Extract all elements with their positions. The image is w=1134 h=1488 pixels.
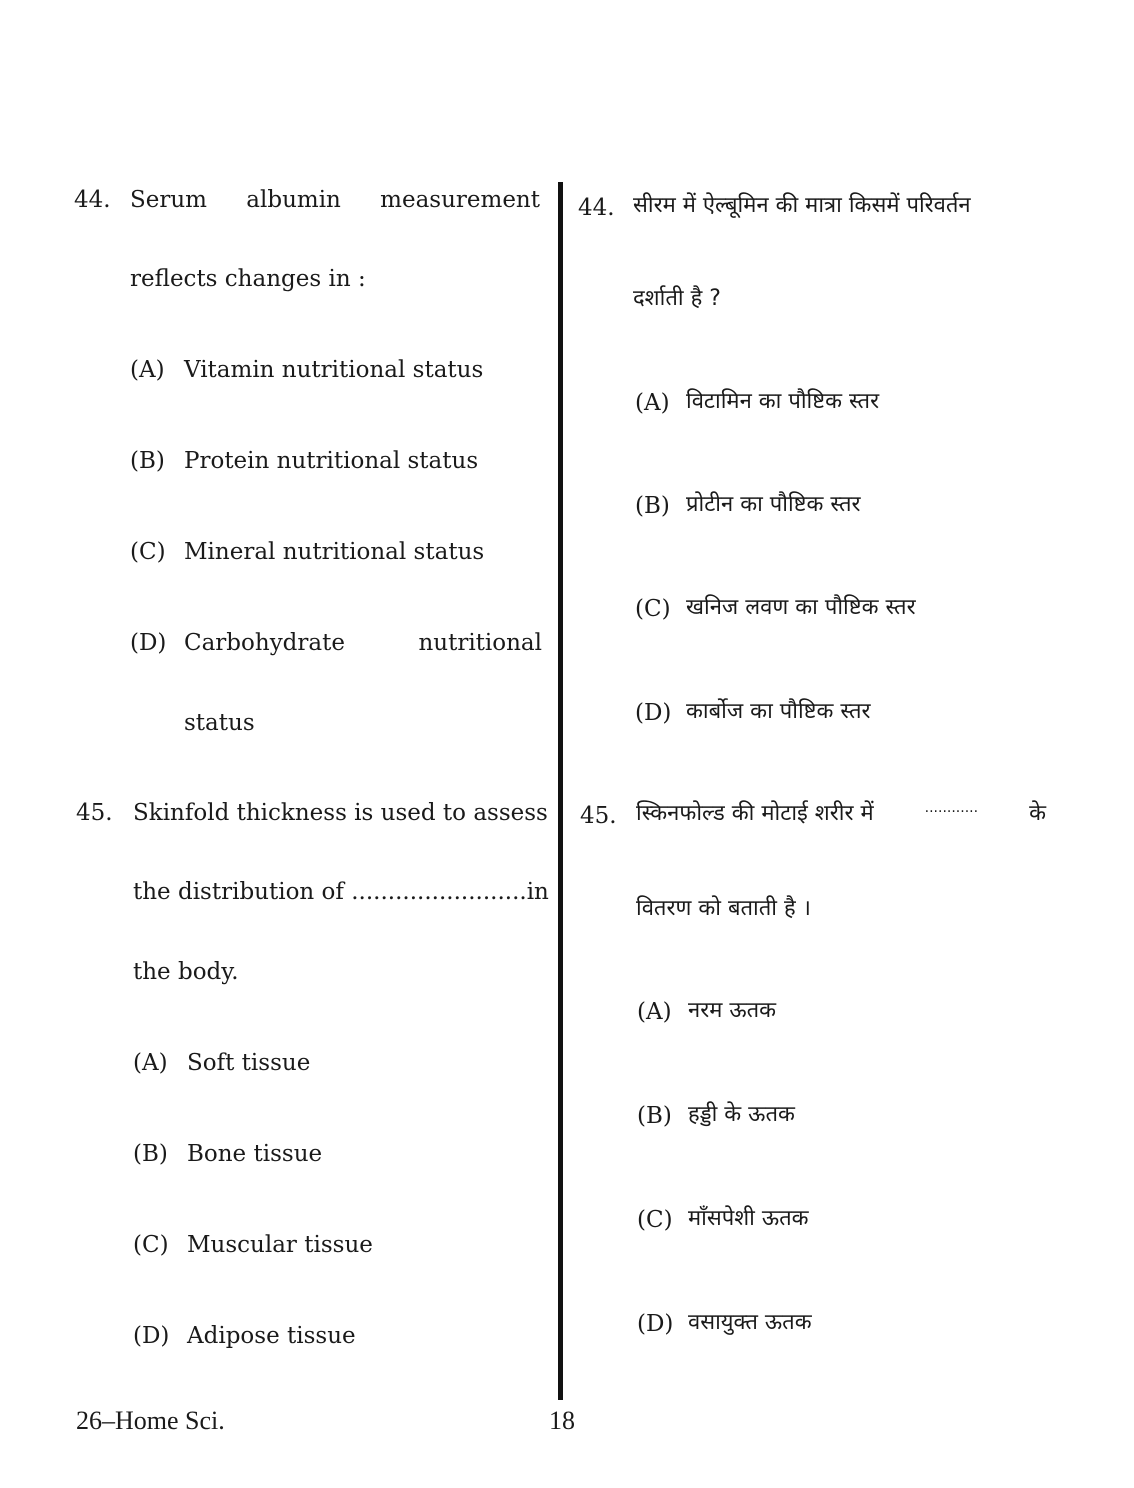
question-stem-line: the body. — [133, 959, 239, 985]
question-stem-line — [133, 879, 549, 905]
option-text: Mineral nutritional status — [184, 539, 485, 565]
option-label: (B) — [130, 448, 165, 474]
option-text: Protein nutritional status — [184, 448, 479, 474]
option-text: Muscular tissue — [187, 1232, 373, 1258]
option-text: Adipose tissue — [187, 1323, 356, 1349]
option-label: (A) — [130, 357, 165, 383]
option-label: (B) — [637, 1103, 672, 1129]
question-stem-line: सीरम में ऐल्बूमिन की मात्रा किसमें परिवर्तन — [633, 193, 971, 218]
option-text: वसायुक्त ऊतक — [688, 1310, 812, 1335]
option-label: (C) — [635, 596, 671, 622]
paper-code: 26–Home Sci. — [76, 1406, 225, 1435]
question-number: 44. — [578, 195, 615, 221]
question-number: 45. — [580, 803, 617, 829]
stem-word: albumin — [246, 187, 341, 213]
option-text: Bone tissue — [187, 1141, 323, 1167]
option-text: विटामिन का पौष्टिक स्तर — [686, 389, 880, 414]
option-label: (B) — [635, 493, 670, 519]
question-stem-line: वितरण को बताती है । — [636, 896, 811, 921]
option-label: (D) — [637, 1311, 674, 1337]
question-stem-line — [130, 189, 540, 212]
option-text — [184, 632, 542, 655]
option-label: (D) — [133, 1323, 170, 1349]
option-label: (A) — [637, 999, 672, 1025]
question-stem-line — [636, 800, 1046, 826]
option-text: नरम ऊतक — [688, 998, 777, 1023]
option-word: nutritional — [418, 630, 542, 656]
option-label: (C) — [133, 1232, 169, 1258]
option-text: प्रोटीन का पौष्टिक स्तर — [686, 492, 861, 517]
question-stem-line: दर्शाती है ? — [633, 286, 721, 311]
option-text: Vitamin nutritional status — [184, 357, 484, 383]
option-label: (A) — [133, 1050, 168, 1076]
question-stem-line: reflects changes in : — [130, 266, 366, 292]
option-label: (D) — [635, 700, 672, 726]
option-text: status — [184, 710, 255, 736]
option-text: Soft tissue — [187, 1050, 311, 1076]
stem-text: के — [1029, 801, 1046, 826]
column-divider — [558, 182, 563, 1400]
question-stem-line: Skinfold thickness is used to assess — [133, 800, 548, 826]
stem-text: the distribution of ........................ — [133, 879, 527, 905]
option-text: माँसपेशी ऊतक — [688, 1206, 809, 1231]
option-label: (C) — [130, 539, 166, 565]
option-text: खनिज लवण का पौष्टिक स्तर — [686, 595, 916, 620]
page-number: 18 — [549, 1406, 575, 1435]
question-number: 44. — [74, 187, 111, 213]
blank-dots: ............ — [924, 800, 979, 816]
option-label: (A) — [635, 390, 670, 416]
option-label: (D) — [130, 630, 167, 656]
stem-word: Serum — [130, 187, 207, 213]
option-word: Carbohydrate — [184, 630, 345, 656]
stem-word: measurement — [380, 187, 540, 213]
stem-text: in — [526, 879, 549, 905]
option-label: (C) — [637, 1207, 673, 1233]
question-number: 45. — [76, 800, 113, 826]
option-text: कार्बोज का पौष्टिक स्तर — [686, 699, 871, 724]
stem-text: स्किनफोल्ड की मोटाई शरीर में — [636, 801, 874, 826]
option-label: (B) — [133, 1141, 168, 1167]
option-text: हड्डी के ऊतक — [688, 1102, 795, 1127]
